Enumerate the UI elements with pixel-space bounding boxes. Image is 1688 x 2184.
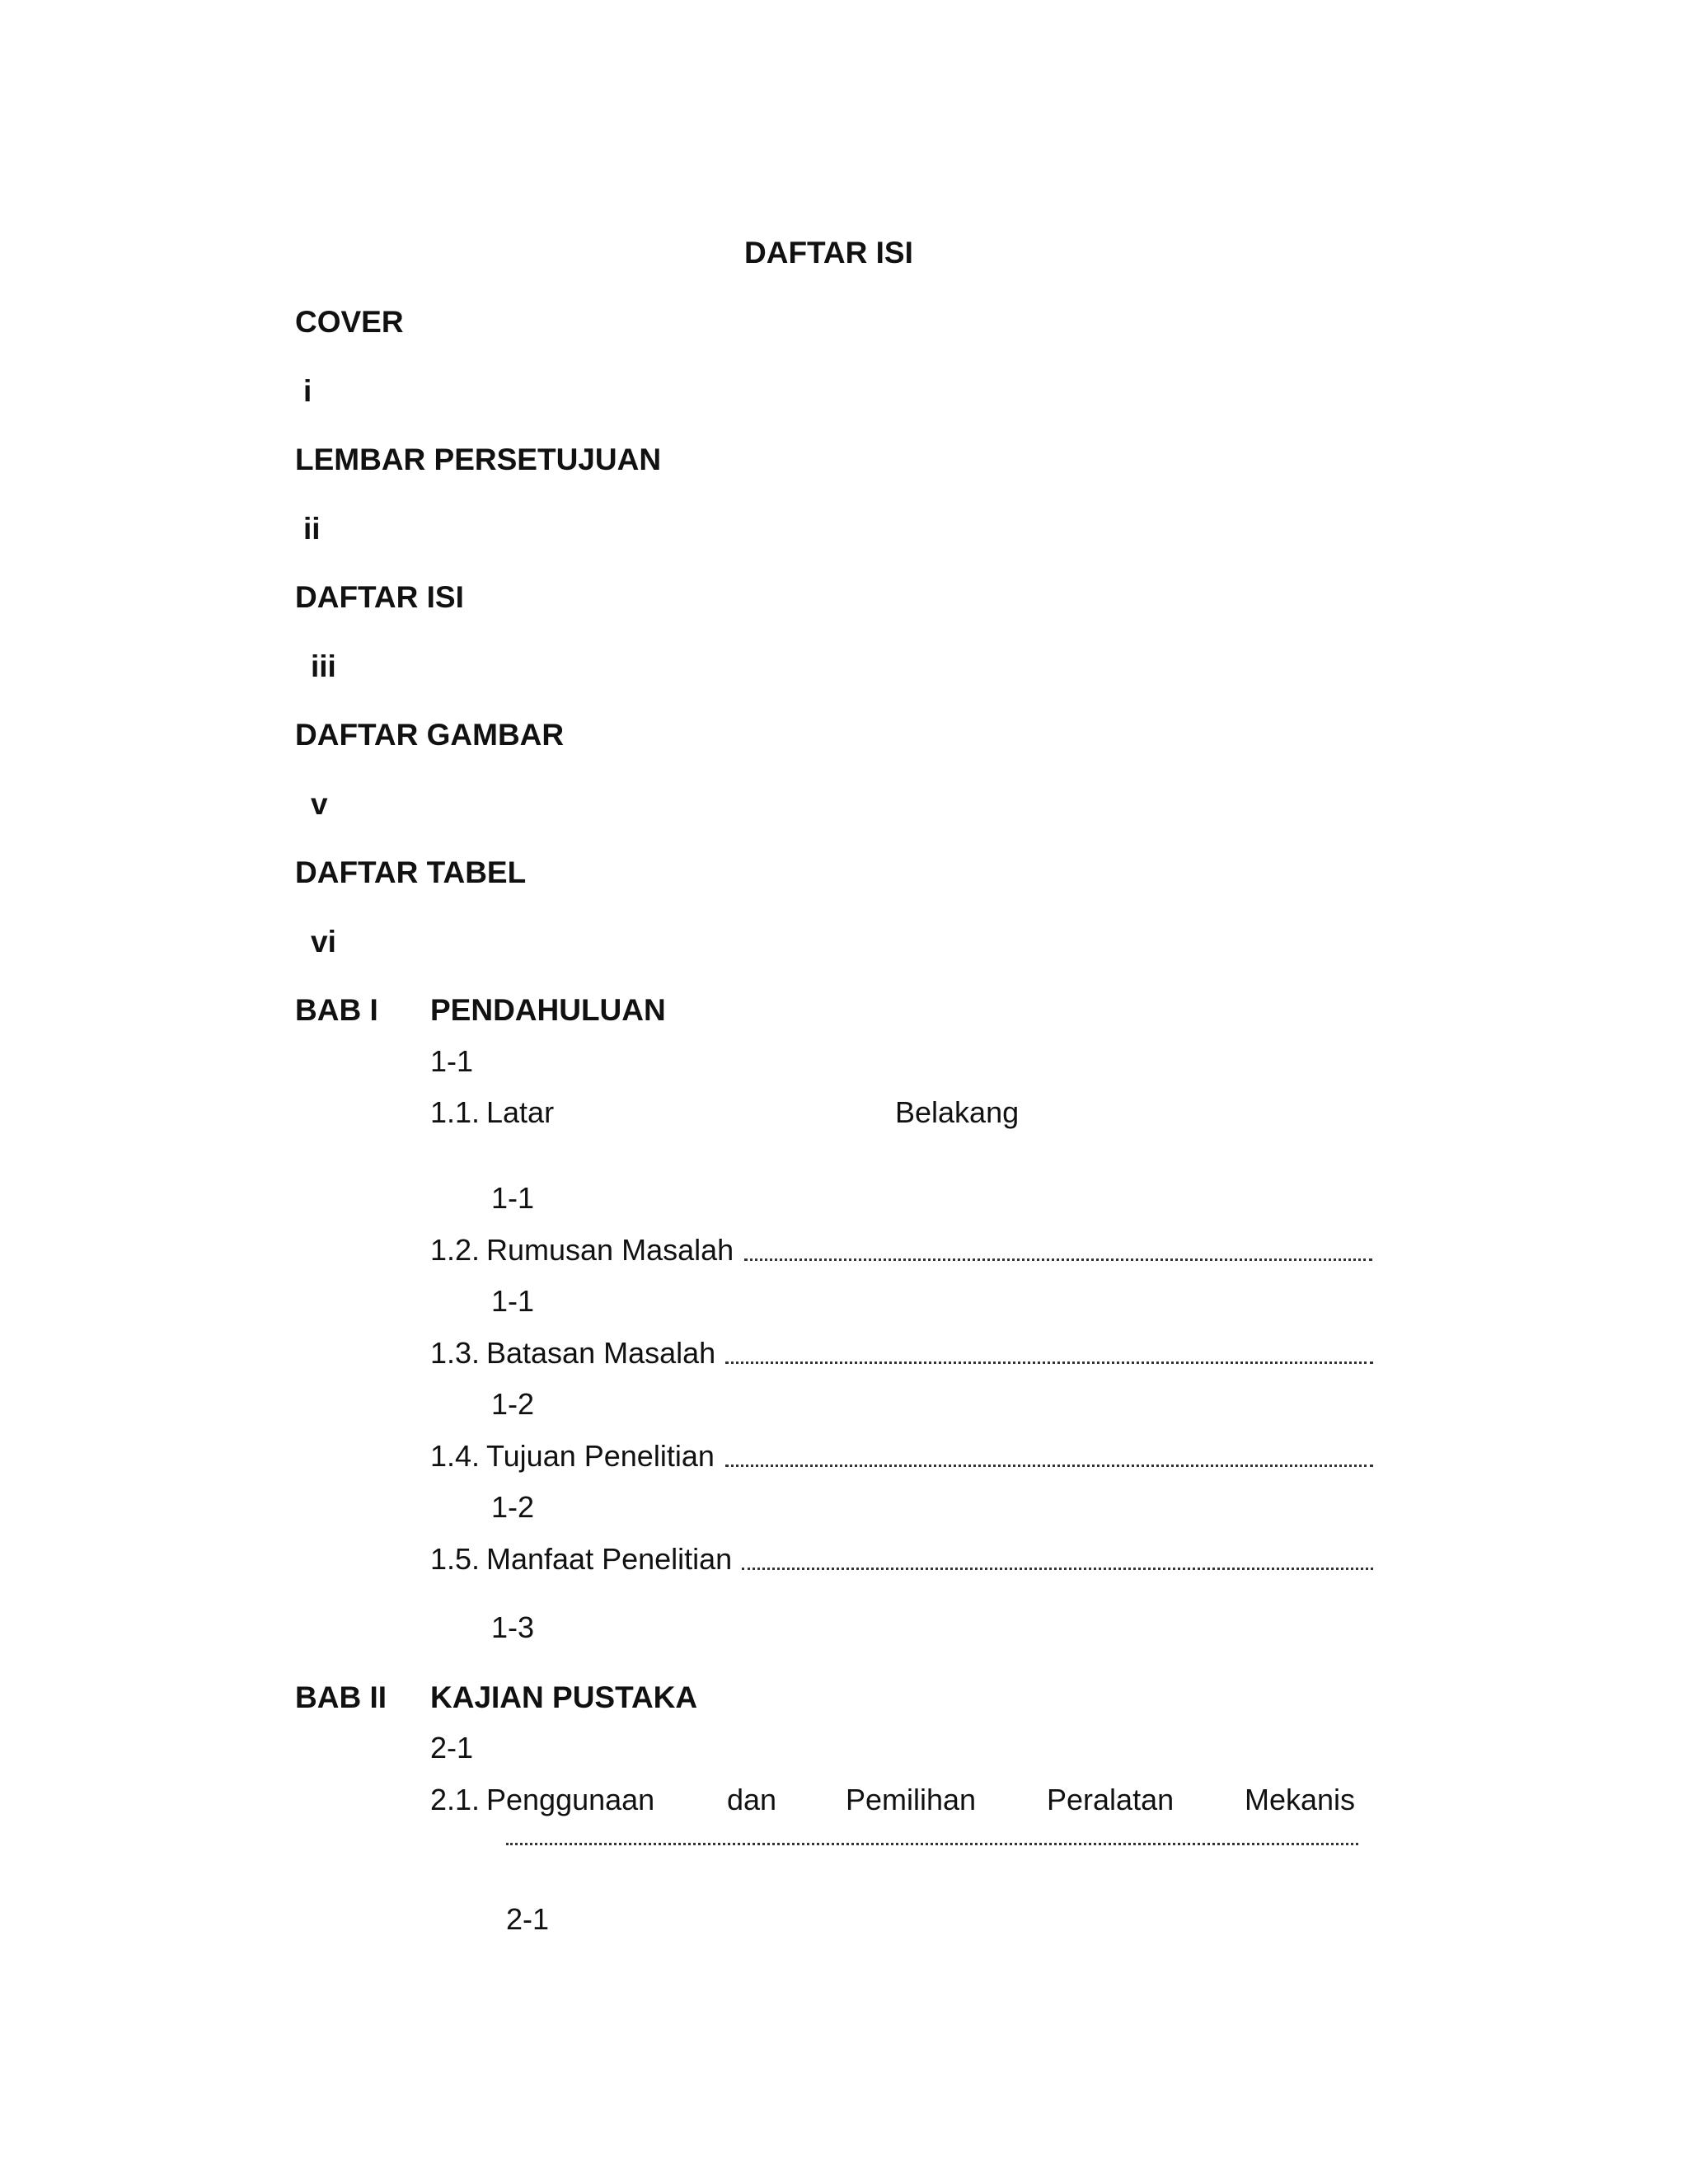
section-number: 2.1. bbox=[430, 1783, 481, 1816]
chapter-page: 1-1 bbox=[430, 1044, 474, 1078]
section-word: Peralatan bbox=[1047, 1783, 1175, 1816]
chapter-page: 2-1 bbox=[430, 1731, 474, 1765]
chapter-label: BAB I bbox=[295, 993, 378, 1027]
section-word: Latar bbox=[486, 1095, 555, 1129]
chapter-title: KAJIAN PUSTAKA bbox=[430, 1680, 698, 1714]
toc-page-daftar-tabel: vi bbox=[311, 925, 336, 958]
toc-page-lembar-persetujuan: ii bbox=[303, 512, 321, 546]
section-label: Tujuan Penelitian bbox=[486, 1439, 715, 1473]
section-word: Mekanis bbox=[1245, 1783, 1356, 1816]
section-page: 1-2 bbox=[491, 1387, 535, 1421]
toc-entry-daftar-isi: DAFTAR ISI bbox=[295, 580, 464, 614]
section-page: 1-2 bbox=[491, 1490, 535, 1524]
section-number: 1.2. bbox=[430, 1233, 481, 1267]
toc-entry-cover: COVER bbox=[295, 305, 404, 339]
section-page: 1-1 bbox=[491, 1284, 535, 1318]
dot-leader bbox=[742, 1568, 1373, 1570]
dot-leader bbox=[506, 1843, 1358, 1845]
section-page: 2-1 bbox=[506, 1902, 550, 1936]
section-number: 1.1. bbox=[430, 1095, 481, 1129]
toc-page-daftar-isi: iii bbox=[311, 649, 336, 683]
section-number: 1.5. bbox=[430, 1542, 481, 1576]
dot-leader bbox=[725, 1465, 1373, 1467]
section-page: 1-1 bbox=[491, 1181, 535, 1215]
section-number: 1.3. bbox=[430, 1336, 481, 1370]
section-page: 1-3 bbox=[491, 1610, 535, 1644]
section-label: Manfaat Penelitian bbox=[486, 1542, 733, 1576]
chapter-title: PENDAHULUAN bbox=[430, 993, 666, 1027]
section-label: Batasan Masalah bbox=[486, 1336, 716, 1370]
section-word: dan bbox=[727, 1783, 777, 1816]
chapter-label: BAB II bbox=[295, 1680, 387, 1714]
section-word: Belakang bbox=[895, 1095, 1020, 1129]
dot-leader bbox=[725, 1361, 1373, 1364]
toc-page-cover: i bbox=[303, 374, 312, 408]
section-word: Pemilihan bbox=[846, 1783, 977, 1816]
toc-entry-daftar-gambar: DAFTAR GAMBAR bbox=[295, 718, 565, 752]
page-title: DAFTAR ISI bbox=[744, 236, 913, 269]
section-label: Rumusan Masalah bbox=[486, 1233, 734, 1267]
section-number: 1.4. bbox=[430, 1439, 481, 1473]
toc-entry-daftar-tabel: DAFTAR TABEL bbox=[295, 855, 527, 889]
toc-entry-lembar-persetujuan: LEMBAR PERSETUJUAN bbox=[295, 443, 662, 476]
toc-page-daftar-gambar: v bbox=[311, 787, 328, 821]
dot-leader bbox=[744, 1258, 1372, 1261]
section-word: Penggunaan bbox=[486, 1783, 655, 1816]
